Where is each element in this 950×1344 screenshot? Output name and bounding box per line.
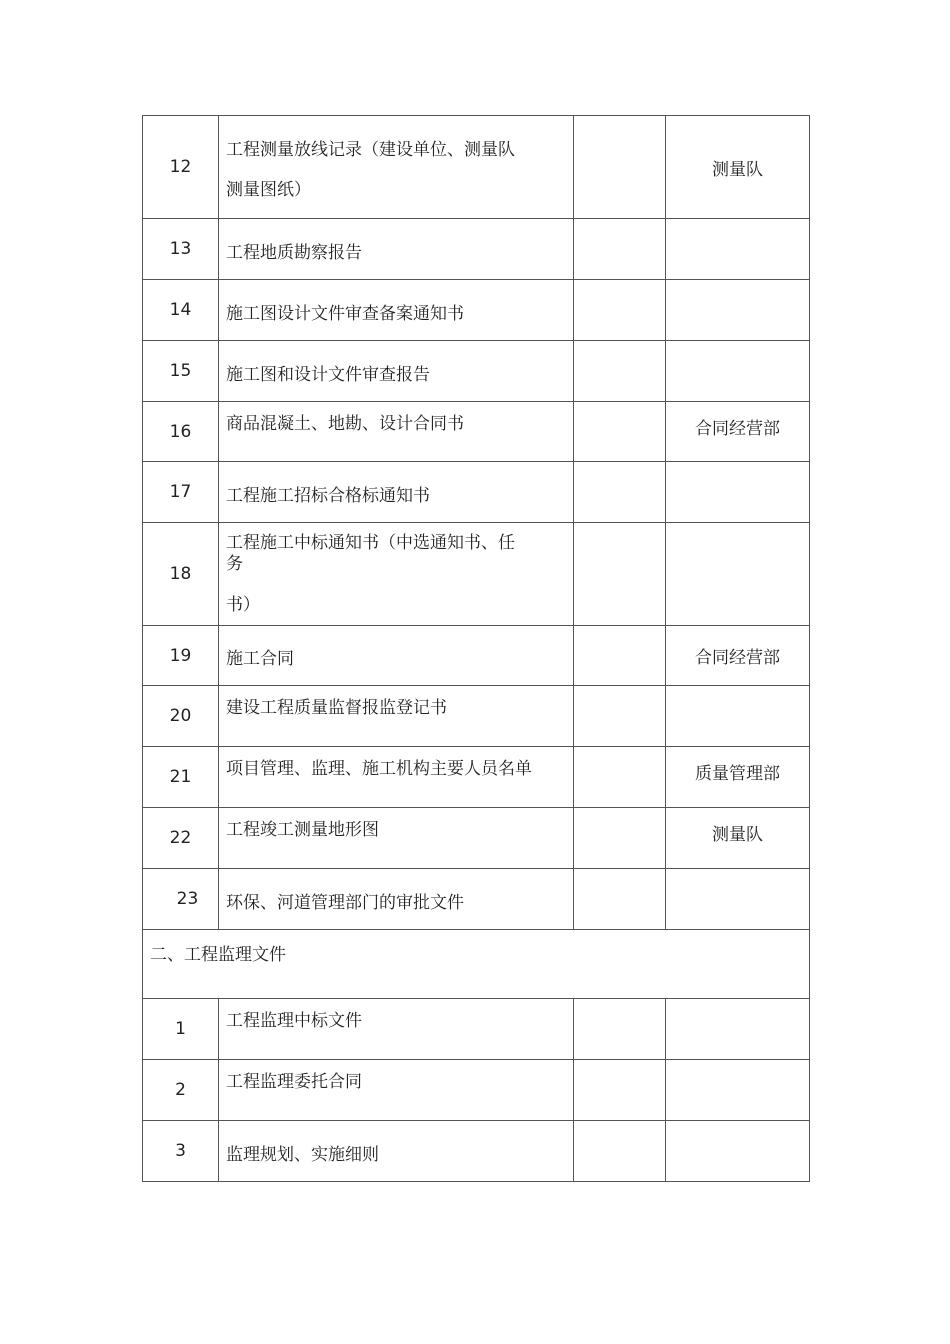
row-blank-cell — [574, 808, 666, 869]
row-item: 建设工程质量监督报监登记书 — [219, 686, 574, 747]
row-number: 14 — [143, 280, 219, 341]
row-item-line: 测量图纸） — [226, 180, 311, 200]
table-row — [143, 523, 810, 626]
row-blank-cell — [574, 686, 666, 747]
section-title: 二、工程监理文件 — [143, 930, 810, 999]
row-unit: 合同经营部 — [666, 626, 810, 686]
row-number: 19 — [143, 626, 219, 686]
row-unit: 测量队 — [666, 116, 810, 219]
row-number: 2 — [143, 1060, 219, 1121]
row-number: 1 — [143, 999, 219, 1060]
row-blank-cell — [574, 219, 666, 280]
row-item: 工程竣工测量地形图 — [219, 808, 574, 869]
row-blank-cell — [574, 462, 666, 523]
row-blank-cell — [574, 999, 666, 1060]
row-item: 工程地质勘察报告 — [219, 219, 574, 280]
row-item-line: 工程施工中标通知书（中选通知书、任 — [226, 533, 515, 553]
row-unit — [666, 999, 810, 1060]
row-number: 22 — [143, 808, 219, 869]
row-unit: 质量管理部 — [666, 747, 810, 808]
row-unit: 测量队 — [666, 808, 810, 869]
table-row — [143, 1060, 810, 1121]
row-number: 21 — [143, 747, 219, 808]
row-number: 17 — [143, 462, 219, 523]
table-row — [143, 280, 810, 341]
row-number: 3 — [143, 1121, 219, 1182]
row-item-line: 工程测量放线记录（建设单位、测量队 — [226, 140, 515, 160]
row-blank-cell — [574, 402, 666, 462]
row-unit — [666, 1121, 810, 1182]
table-row — [143, 219, 810, 280]
row-blank-cell — [574, 869, 666, 930]
table-row — [143, 1121, 810, 1182]
row-item-line: 书） — [226, 595, 260, 615]
row-blank-cell — [574, 280, 666, 341]
row-number: 13 — [143, 219, 219, 280]
row-blank-cell — [574, 1121, 666, 1182]
table-row — [143, 341, 810, 402]
row-unit — [666, 462, 810, 523]
row-number: 12 — [143, 116, 219, 219]
row-item: 施工图和设计文件审查报告 — [219, 341, 574, 402]
row-unit — [666, 1060, 810, 1121]
table-row — [143, 999, 810, 1060]
row-unit: 合同经营部 — [666, 402, 810, 462]
row-item: 施工图设计文件审查备案通知书 — [219, 280, 574, 341]
row-item: 工程施工招标合格标通知书 — [219, 462, 574, 523]
row-blank-cell — [574, 341, 666, 402]
section-heading-row — [143, 930, 810, 999]
row-unit — [666, 219, 810, 280]
row-number: 15 — [143, 341, 219, 402]
row-unit — [666, 280, 810, 341]
row-number: 16 — [143, 402, 219, 462]
row-item: 项目管理、监理、施工机构主要人员名单 — [219, 747, 574, 808]
row-blank-cell — [574, 747, 666, 808]
row-item: 环保、河道管理部门的审批文件 — [219, 869, 574, 930]
row-number: 23 — [143, 869, 219, 930]
row-unit — [666, 341, 810, 402]
row-blank-cell — [574, 1060, 666, 1121]
row-number: 20 — [143, 686, 219, 747]
table-row — [143, 462, 810, 523]
row-blank-cell — [574, 523, 666, 626]
row-item: 工程监理中标文件 — [219, 999, 574, 1060]
row-item: 施工合同 — [219, 626, 574, 686]
table-row — [143, 747, 810, 808]
row-item: 监理规划、实施细则 — [219, 1121, 574, 1182]
row-unit — [666, 869, 810, 930]
archive-document-table — [142, 115, 810, 1182]
row-item: 工程监理委托合同 — [219, 1060, 574, 1121]
row-unit — [666, 523, 810, 626]
row-item — [219, 523, 574, 626]
row-blank-cell — [574, 626, 666, 686]
row-item: 商品混凝土、地勘、设计合同书 — [219, 402, 574, 462]
row-item-line: 务 — [226, 554, 243, 574]
table-row — [143, 869, 810, 930]
row-blank-cell — [574, 116, 666, 219]
table-row — [143, 626, 810, 686]
table-row — [143, 686, 810, 747]
row-number: 18 — [143, 523, 219, 626]
table-row — [143, 402, 810, 462]
row-unit — [666, 686, 810, 747]
row-item — [219, 116, 574, 219]
table-row — [143, 116, 810, 219]
table-row — [143, 808, 810, 869]
